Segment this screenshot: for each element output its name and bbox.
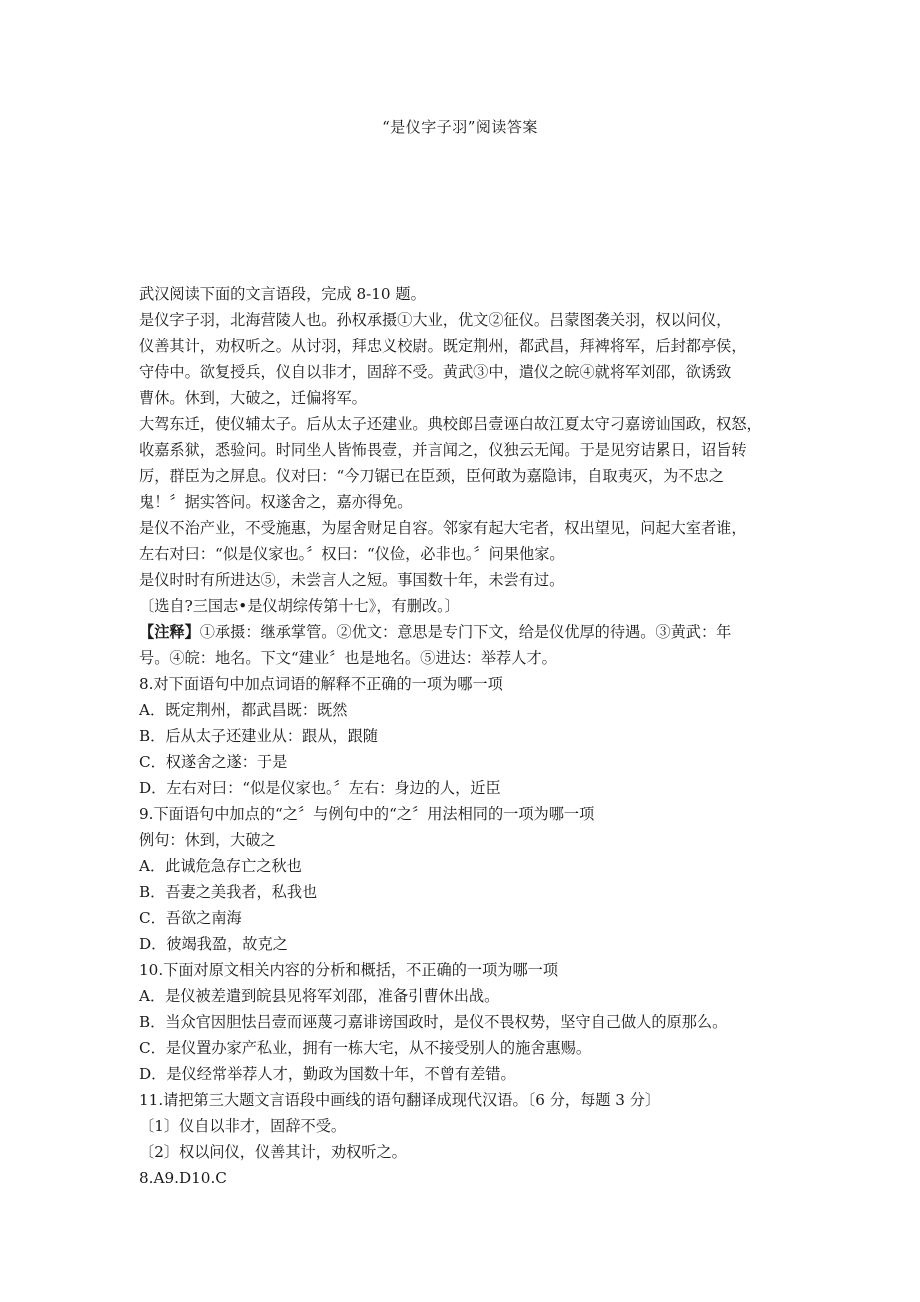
passage-line: 是仪时时有所进达⑤，未尝言人之短。事国数十年，未尝有过。 (139, 571, 565, 589)
option-line: D．彼竭我盈，故克之 (139, 935, 288, 953)
document-title: “是仪字子羽”阅读答案 (382, 118, 538, 136)
option-line: A．此诚危急存亡之秋也 (139, 857, 302, 875)
document-body (139, 281, 789, 1191)
passage-line: 是仪不治产业，不受施惠，为屋舍财足自容。邻家有起大宅者，权出望见，问起大室者谁， (139, 519, 747, 537)
question-line: 8.对下面语句中加点词语的解释不正确的一项为哪一项 (139, 675, 503, 693)
notes-line (139, 619, 789, 645)
option-line: D．左右对曰：“似是仪家也。〞左右：身边的人，近臣 (139, 779, 501, 797)
notes-label: 【注释】 (139, 623, 200, 641)
subquestion-line: 〔1〕仪自以非才，固辞不受。 (139, 1117, 347, 1135)
option-line: C．吾欲之南海 (139, 909, 242, 927)
passage-line: 收嘉系狱，悉验问。时同坐人皆怖畏壹，并言闻之，仪独云无闻。于是见穷诘累日，诏旨转 (139, 441, 747, 459)
notes-text: ①承摄：继承掌管。②优文：意思是专门下文，给是仪优厚的待遇。③黄武：年 (199, 623, 732, 641)
option-line: A．既定荆州，都武昌既：既然 (139, 701, 348, 719)
passage-line: 厉，群臣为之屏息。仪对曰：“今刀锯已在臣颈，臣何敢为嘉隐讳，自取夷灭，为不忠之 (139, 467, 724, 485)
passage-line: 仪善其计，劝权听之。从讨羽，拜忠义校尉。既定荆州，都武昌，拜裨将军，后封都亭侯， (139, 337, 747, 355)
option-line: D．是仪经常举荐人才，勤政为国数十年，不曾有差错。 (139, 1065, 516, 1083)
passage-line: 守侍中。欲复授兵，仪自以非才，固辞不受。黄武③中，遣仪之皖④就将军刘邵，欲诱致 (139, 363, 732, 381)
option-line: C．权遂舍之遂：于是 (139, 753, 288, 771)
option-line: A．是仪被差遣到皖县见将军刘邵，准备引曹休出战。 (139, 987, 500, 1005)
question-line: 9.下面语句中加点的“之〞与例句中的“之〞用法相同的一项为哪一项 (139, 805, 595, 823)
subquestion-line: 〔2〕权以问仪，仪善其计，劝权听之。 (139, 1143, 407, 1161)
source-citation: 〔选自?三国志•是仪胡综传第十七》，有删改。〕 (139, 597, 460, 615)
intro-line: 武汉阅读下面的文言语段，完成 8-10 题。 (139, 285, 426, 303)
passage-line: 大驾东迁，使仪辅太子。后从太子还建业。典校郎吕壹诬白故江夏太守刁嘉谤讪国政，权怒， (139, 415, 762, 433)
option-line: B．后从太子还建业从：跟从，跟随 (139, 727, 378, 745)
question-line: 10.下面对原文相关内容的分析和概括，不正确的一项为哪一项 (139, 961, 559, 979)
question-line: 11.请把第三大题文言语段中画线的语句翻译成现代汉语。〔6 分，每题 3 分〕 (139, 1091, 661, 1109)
answer-key: 8.A9.D10.C (139, 1169, 227, 1187)
passage-line: 是仪字子羽，北海营陵人也。孙权承摄①大业，优文②征仪。吕蒙图袭关羽，权以问仪， (139, 311, 732, 329)
passage-line: 左右对曰：“似是仪家也。〞权曰：“仪俭，必非也。〞问果他家。 (139, 545, 565, 563)
passage-line: 曹休。休到，大破之，迁偏将军。 (139, 389, 367, 407)
passage-line: 鬼！〞据实答问。权遂舍之，嘉亦得免。 (139, 493, 413, 511)
option-line: C．是仪置办家产私业，拥有一栋大宅，从不接受别人的施舍惠赐。 (139, 1039, 592, 1057)
example-line: 例句：休到，大破之 (139, 831, 276, 849)
option-line: B．吾妻之美我者，私我也 (139, 883, 318, 901)
option-line: B．当众官因胆怯吕壹而诬蔑刁嘉诽谤国政时，是仪不畏权势，坚守自己做人的原那么。 (139, 1013, 728, 1031)
notes-line: 号。④皖：地名。下文“建业〞也是地名。⑤进达：举荐人才。 (139, 649, 557, 667)
